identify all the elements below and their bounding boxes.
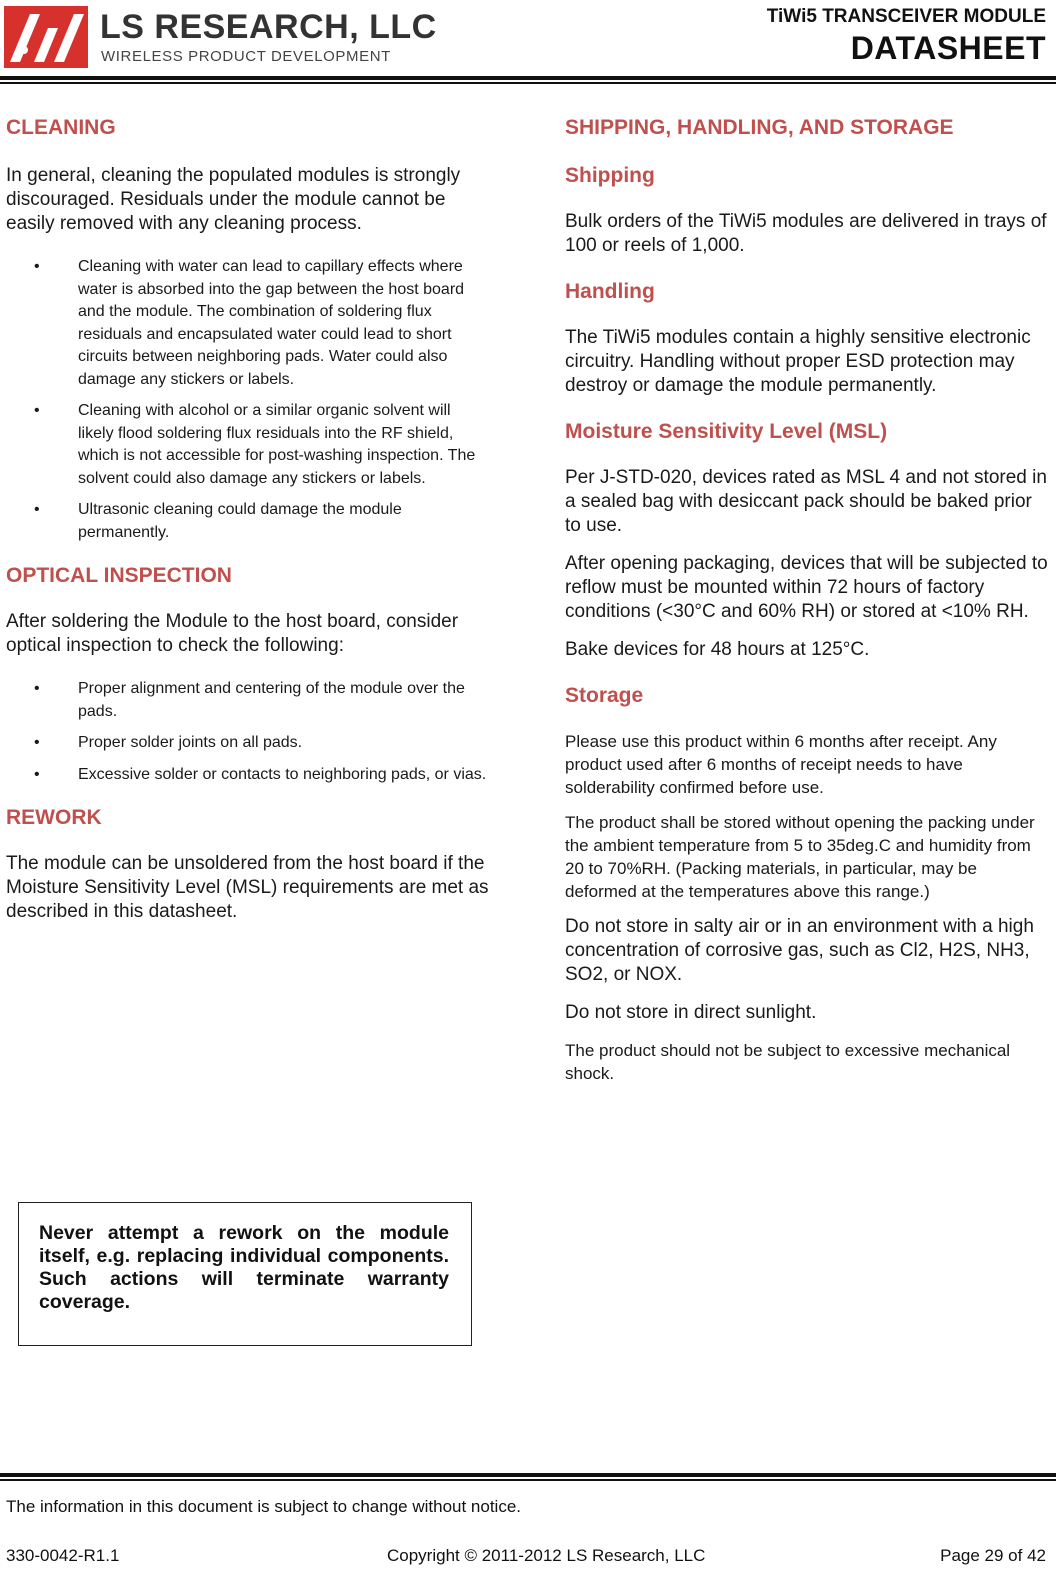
section-title-rework: REWORK (6, 806, 102, 829)
bullet-icon: • (34, 734, 40, 751)
right-column (565, 100, 1051, 1097)
list-item-text: Cleaning with alcohol or a similar organic solvent will likely flood soldering flux residuals into the RF shield, which is not accessible for post-washing inspection. The solvent could also damage any stickers or labels. (78, 402, 476, 487)
document-module-title: TiWi5 TRANSCEIVER MODULE (766, 6, 1046, 27)
cleaning-bullet-list (6, 256, 490, 544)
header-divider-thin (0, 82, 1056, 84)
list-item-text: Proper solder joints on all pads. (78, 734, 303, 751)
storage-paragraph-1: Please use this product within 6 months after receipt. Any product used after 6 months of receipt needs to have solderability confirmed before use. (565, 732, 997, 797)
company-name: LS RESEARCH, LLC (100, 8, 437, 46)
list-item (6, 499, 490, 544)
list-item (6, 732, 490, 755)
msl-paragraph-3: Bake devices for 48 hours at 125°C. (565, 639, 870, 660)
bullet-icon: • (34, 258, 40, 275)
subsection-title-msl: Moisture Sensitivity Level (MSL) (565, 420, 888, 443)
subsection-title-handling: Handling (565, 280, 655, 303)
cleaning-intro: In general, cleaning the populated modules is strongly discouraged. Residuals under the module cannot be easily removed with any cleaning process. (6, 165, 461, 234)
bullet-icon: • (34, 501, 40, 518)
storage-paragraph-3: Do not store in salty air or in an environment with a high concentration of corrosive gas, such as Cl2, H2S, NH3, SO2, or NOX. (565, 916, 1034, 985)
list-item (6, 678, 490, 723)
list-item-text: Ultrasonic cleaning could damage the module permanently. (78, 501, 402, 541)
company-logo (4, 6, 437, 68)
subsection-title-storage: Storage (565, 684, 644, 707)
subsection-title-shipping: Shipping (565, 164, 655, 187)
msl-paragraph-2: After opening packaging, devices that will be subjected to reflow must be mounted within 72 hours of factory conditions (<30°C and 60% RH) or stored at <10% RH. (565, 553, 1048, 622)
warranty-warning-text: Never attempt a rework on the module itself, e.g. replacing individual components. Such actions will terminate warranty coverage. (39, 1222, 449, 1313)
left-column (6, 100, 490, 938)
ls-research-logo-icon (4, 6, 88, 68)
bullet-icon: • (34, 680, 40, 697)
list-item (6, 764, 490, 787)
optical-inspection-bullet-list (6, 678, 490, 786)
warranty-warning-box (18, 1202, 472, 1346)
list-item (6, 256, 490, 391)
storage-paragraph-5: The product should not be subject to excessive mechanical shock. (565, 1041, 1011, 1083)
section-title-cleaning: CLEANING (6, 116, 116, 139)
company-tagline: WIRELESS PRODUCT DEVELOPMENT (101, 48, 391, 65)
section-title-shipping-handling-storage: SHIPPING, HANDLING, AND STORAGE (565, 116, 954, 139)
list-item (6, 400, 490, 490)
msl-paragraph-1: Per J-STD-020, devices rated as MSL 4 and not stored in a sealed bag with desiccant pack should be baked prior to use. (565, 467, 1047, 536)
list-item-text: Proper alignment and centering of the module over the pads. (78, 680, 465, 720)
bullet-icon: • (34, 402, 40, 419)
document-number: 330-0042-R1.1 (6, 1546, 120, 1565)
storage-paragraph-4: Do not store in direct sunlight. (565, 1002, 817, 1023)
list-item-text: Excessive solder or contacts to neighboring pads, or vias. (78, 765, 487, 783)
header-divider (0, 76, 1056, 80)
page-number: Page 29 of 42 (940, 1546, 1046, 1565)
optical-inspection-intro: After soldering the Module to the host board, consider optical inspection to check the following: (6, 611, 459, 656)
footer-divider (0, 1473, 1056, 1477)
storage-paragraph-2: The product shall be stored without opening the packing under the ambient temperature from 5 to 35deg.C and humidity from 20 to 70%RH. (Packing materials, in particular, may be deformed at the temperatures above this range.) (565, 813, 1035, 901)
bullet-icon: • (34, 765, 40, 783)
footer-notice: The information in this document is subject to change without notice. (6, 1497, 522, 1516)
copyright-notice: Copyright © 2011-2012 LS Research, LLC (387, 1546, 706, 1565)
footer-divider-thin (0, 1479, 1056, 1481)
document-type-title: DATASHEET (850, 30, 1046, 66)
handling-text: The TiWi5 modules contain a highly sensitive electronic circuitry. Handling without proper ESD protection may destroy or damage the module permanently. (565, 327, 1031, 396)
shipping-text: Bulk orders of the TiWi5 modules are delivered in trays of 100 or reels of 1,000. (565, 211, 1047, 256)
section-title-optical-inspection: OPTICAL INSPECTION (6, 564, 232, 587)
rework-text: The module can be unsoldered from the host board if the Moisture Sensitivity Level (MSL) requirements are met as described in this datasheet. (6, 853, 489, 922)
list-item-text: Cleaning with water can lead to capillary effects where water is absorbed into the gap between the host board and the module. The combination of soldering flux residuals and encapsulated water could lead to short circuits between neighboring pads. Water could also damage any stickers or labels. (78, 258, 465, 388)
